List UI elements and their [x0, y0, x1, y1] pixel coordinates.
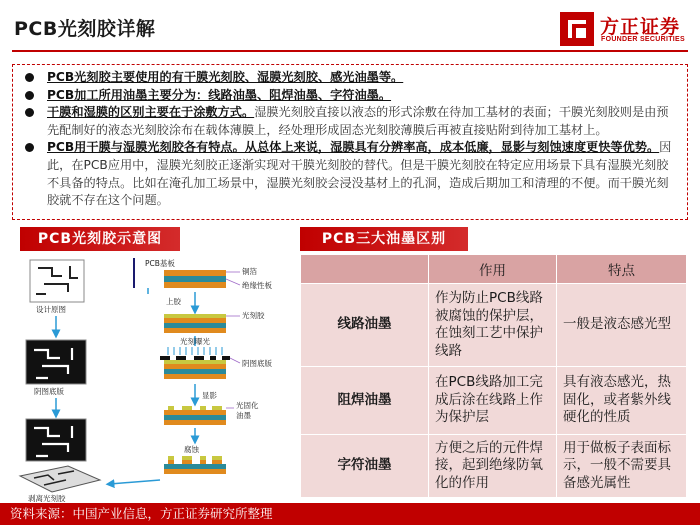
leader-line [230, 358, 240, 363]
table-section-header: PCB三大油墨区别 [300, 227, 468, 251]
table-header-use: 作用 [429, 255, 557, 284]
flow-arrow [110, 480, 160, 484]
bullet-text: 湿膜光刻胶直接以液态的形式涂敷在待加工基材的表面；干膜光刻胶则是由预先配制好的液态光刻胶涂布在载体薄膜上，经处理形成固态光刻胶薄膜后再被直接贴附到待加工基材上。 [47, 105, 669, 137]
summary-bullet [21, 104, 677, 139]
row-name: 阻焊油墨 [301, 367, 429, 435]
row-feature: 具有液态感光，热固化，或者紫外线硬化的性质 [557, 367, 687, 435]
exposure-layers [160, 356, 272, 379]
table-header-corner [301, 255, 429, 284]
source-footer: 资料来源：中国产业信息，方正证券研究所整理 [0, 503, 700, 525]
logo-name-cn: 方正证券 [600, 16, 681, 38]
title-divider [12, 50, 688, 52]
etched-layers [164, 456, 226, 474]
row-name: 线路油墨 [301, 284, 429, 367]
label-negative-2: 阴图底版 [242, 359, 272, 368]
design-original-figure [30, 260, 84, 314]
label-ink: 油墨 [236, 411, 251, 420]
bullet-bold-text: PCB光刻胶主要使用的有干膜光刻胶、湿膜光刻胶、感光油墨等。 [47, 70, 404, 84]
leader-line [226, 279, 240, 285]
table-row [301, 367, 687, 435]
page-title: PCB光刻胶详解 [14, 18, 156, 40]
bullet-bold-text: PCB用干膜与湿膜光刻胶各有特点。从总体上来说，湿膜具有分辨率高，成本低廉，显影与刻蚀速度更快等优势。 [47, 140, 660, 155]
label-design: 设计原图 [36, 305, 66, 314]
label-etch: 腐蚀 [184, 445, 199, 454]
label-coat: 上胶 [166, 297, 181, 306]
brand-logo [560, 8, 692, 48]
bullet-icon [25, 91, 34, 100]
row-use: 在PCB线路加工完成后涂在线路上作为保护层 [429, 367, 557, 435]
negative-film-1 [26, 340, 86, 396]
bullet-bold-text: PCB加工所用油墨主要分为：线路油墨、阻焊油墨、字符油墨。 [47, 87, 392, 102]
label-strip: 剥离光刻胶 [28, 494, 66, 502]
bullet-icon [25, 73, 34, 82]
summary-bullet [21, 139, 677, 209]
bullet-icon [25, 143, 34, 152]
table-header-feature: 特点 [557, 255, 687, 284]
label-insulator: 绝缘性板 [242, 281, 272, 290]
label-substrate: PCB基板 [145, 259, 175, 268]
label-copper: 铜箔 [242, 267, 257, 276]
negative-film-2 [26, 419, 86, 461]
bullet-icon [25, 108, 34, 117]
row-use: 作为防止PCB线路被腐蚀的保护层，在蚀刻工艺中保护线路 [429, 284, 557, 367]
label-cure: 光固化 [236, 401, 259, 410]
pcb-photoresist-diagram [14, 254, 296, 502]
table-row [301, 435, 687, 498]
label-resist: 光刻胶 [242, 311, 265, 320]
table-row [301, 284, 687, 367]
diagram-section-header: PCB光刻胶示意图 [20, 227, 180, 251]
exposure-rays [168, 347, 222, 355]
developed-layers [164, 400, 259, 425]
substrate-layers [164, 266, 272, 290]
bullet-text: 因此，在PCB应用中，湿膜光刻胶正逐渐实现对干膜光刻胶的替代。但是干膜光刻胶在特定应用场景下具有湿膜光刻胶不具备的特点。比如在淹孔加工场景中，湿膜光刻胶会浸没基材上的孔洞，造成后期加工和清理的不便。而干膜光刻胶就不存在这个问题。 [47, 140, 672, 208]
row-use: 方便之后的元件焊接，起到绝缘防氧化的作用 [429, 435, 557, 498]
label-expose: 光刻曝光 [180, 337, 210, 346]
logo-mark-icon [560, 12, 594, 46]
summary-bullet [21, 87, 677, 105]
ink-comparison-table [300, 254, 687, 498]
summary-bullet [21, 69, 677, 87]
label-negative-1: 阴图底版 [34, 387, 64, 396]
coated-layers [164, 310, 265, 333]
row-feature: 一般是液态感光型 [557, 284, 687, 367]
row-name: 字符油墨 [301, 435, 429, 498]
strip-photoresist-figure [20, 466, 100, 502]
bullet-bold-text: 干膜和湿膜的区别主要在于涂敷方式。 [47, 105, 255, 120]
summary-box [12, 64, 688, 220]
label-develop: 显影 [202, 391, 217, 400]
logo-name-en: FOUNDER SECURITIES [601, 36, 685, 43]
row-feature: 用于做板子表面标示，一般不需要具备感光属性 [557, 435, 687, 498]
